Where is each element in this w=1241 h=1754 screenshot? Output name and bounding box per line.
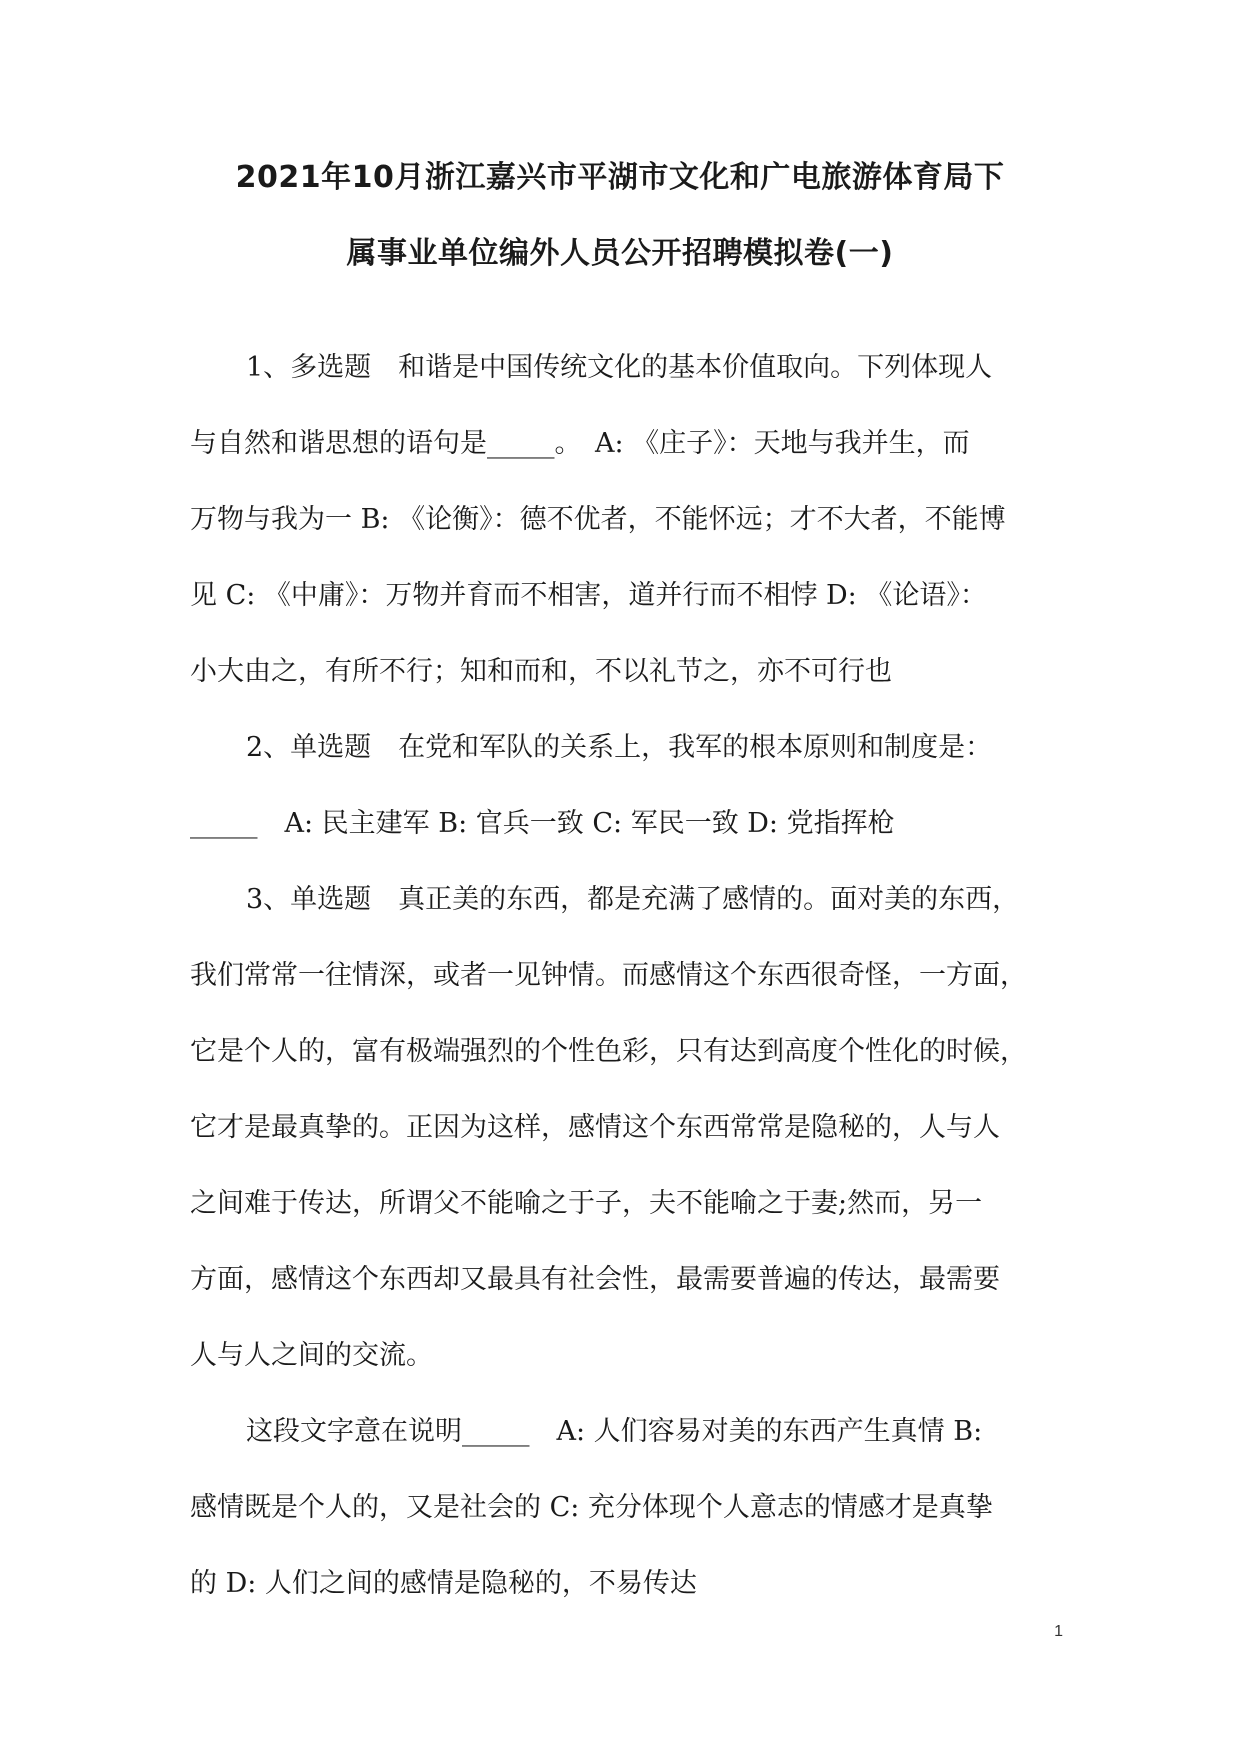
question-3-line-5: 之间难于传达，所谓父不能喻之于子，夫不能喻之于妻;然而，另一: [190, 1188, 983, 1219]
question-1-line-5: 小大由之，有所不行；知和而和，不以礼节之，亦不可行也: [190, 656, 892, 687]
question-1: [190, 330, 1060, 710]
question-3-prompt-line-1: 这段文字意在说明_____ A: 人们容易对美的东西产生真情 B:: [246, 1416, 983, 1447]
title-line-1: 2021年10月浙江嘉兴市平湖市文化和广电旅游体育局下: [235, 160, 1005, 195]
question-3-line-1: 3、单选题 真正美的东西，都是充满了感情的。面对美的东西，: [246, 884, 1020, 915]
question-2-line-1: 2、单选题 在党和军队的关系上，我军的根本原则和制度是：: [246, 732, 993, 763]
question-1-line-4: 见 C: 《中庸》：万物并育而不相害，道并行而不相悖 D: 《论语》：: [190, 580, 987, 611]
question-1-line-1: 1、多选题 和谐是中国传统文化的基本价值取向。下列体现人: [246, 352, 993, 383]
document-body: [190, 330, 1060, 1622]
question-2: [190, 710, 1060, 862]
title-line-2: 属事业单位编外人员公开招聘模拟卷(一): [346, 236, 894, 271]
question-2-line-2: _____ A: 民主建军 B: 官兵一致 C: 军民一致 D: 党指挥枪: [190, 808, 895, 839]
question-1-line-2: 与自然和谐思想的语句是_____。 A: 《庄子》：天地与我并生，而: [190, 428, 970, 459]
question-3-prompt-line-3: 的 D: 人们之间的感情是隐秘的，不易传达: [190, 1568, 697, 1599]
question-3-line-2: 我们常常一往情深，或者一见钟情。而感情这个东西很奇怪，一方面，: [190, 960, 1027, 991]
document-title: [150, 140, 1090, 292]
question-3-line-3: 它是个人的，富有极端强烈的个性色彩，只有达到高度个性化的时候，: [190, 1036, 1027, 1067]
question-3-prompt: [190, 1394, 1060, 1622]
question-3-prompt-line-2: 感情既是个人的，又是社会的 C: 充分体现个人意志的情感才是真挚: [190, 1492, 993, 1523]
question-3: [190, 862, 1060, 1394]
question-1-line-3: 万物与我为一 B: 《论衡》：德不优者，不能怀远；才不大者，不能博: [190, 504, 1006, 535]
question-3-line-4: 它才是最真挚的。正因为这样，感情这个东西常常是隐秘的，人与人: [190, 1112, 1000, 1143]
page-number: 1: [1054, 1623, 1063, 1640]
question-3-line-7: 人与人之间的交流。: [190, 1340, 433, 1371]
question-3-line-6: 方面，感情这个东西却又最具有社会性，最需要普遍的传达，最需要: [190, 1264, 1000, 1295]
